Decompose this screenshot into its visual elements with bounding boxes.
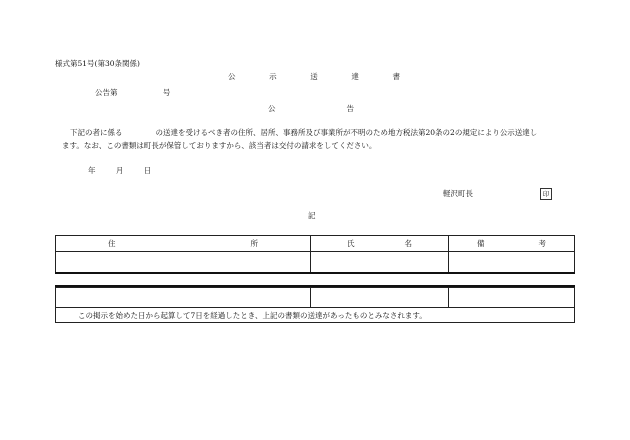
table-separator bbox=[55, 272, 575, 274]
header-name bbox=[311, 236, 449, 251]
address-cell bbox=[56, 288, 311, 307]
form-id: 様式第51号(第30条関係) bbox=[55, 59, 140, 68]
body-line-1-lead: 下記の者に係る bbox=[70, 128, 123, 137]
notice-char: 告 bbox=[346, 104, 354, 113]
title-char: 達 bbox=[351, 72, 359, 81]
body-line-1 bbox=[70, 129, 537, 137]
header-address bbox=[56, 236, 311, 251]
header-remarks bbox=[449, 236, 574, 251]
address-cell bbox=[56, 252, 311, 273]
footer-note-row bbox=[56, 308, 574, 323]
body-line-2: ます。なお、この書類は町長が保管しておりますから、該当者は交付の請求をしてください。 bbox=[62, 141, 377, 150]
date-line bbox=[88, 167, 151, 175]
remarks-cell bbox=[449, 252, 574, 273]
remarks-cell bbox=[449, 288, 574, 307]
header-address-char: 所 bbox=[250, 239, 258, 248]
footer-note: この掲示を始めた日から起算して7日を経過したとき、上記の書類の送達があったものとみなされます。 bbox=[78, 311, 427, 320]
body-line-1-rest: の送達を受けるべき者の住所、居所、事務所及び事業所が不明のため地方税法第20条の2の規定により公示送達し bbox=[155, 128, 538, 137]
title-char: 示 bbox=[269, 72, 277, 81]
header-name-char: 氏 bbox=[347, 239, 355, 248]
header-remarks-char: 備 bbox=[477, 239, 485, 248]
notice-number-suffix: 号 bbox=[162, 88, 171, 97]
header-name-char: 名 bbox=[404, 239, 412, 248]
title-char: 送 bbox=[310, 72, 318, 81]
notice-number bbox=[95, 89, 170, 97]
title-char: 公 bbox=[228, 72, 236, 81]
mayor-title: 軽沢町長 bbox=[443, 189, 473, 198]
recipient-table-continued bbox=[55, 287, 575, 323]
ki-heading: 記 bbox=[308, 211, 316, 220]
table-row bbox=[56, 288, 574, 308]
date-year: 年 bbox=[88, 166, 96, 175]
table-row bbox=[56, 252, 574, 273]
name-cell bbox=[311, 288, 449, 307]
recipient-table bbox=[55, 235, 575, 273]
header-address-char: 住 bbox=[108, 239, 116, 248]
notice-char: 公 bbox=[268, 104, 276, 113]
table-header-row bbox=[56, 236, 574, 252]
document-title bbox=[228, 73, 400, 81]
date-month: 月 bbox=[115, 166, 124, 175]
seal-mark: 印 bbox=[540, 188, 552, 200]
name-cell bbox=[311, 252, 449, 273]
title-char: 書 bbox=[392, 72, 400, 81]
notice-number-prefix: 公告第 bbox=[95, 88, 118, 97]
notice-heading bbox=[268, 105, 354, 113]
date-day: 日 bbox=[143, 166, 152, 175]
header-remarks-char: 考 bbox=[538, 239, 546, 248]
